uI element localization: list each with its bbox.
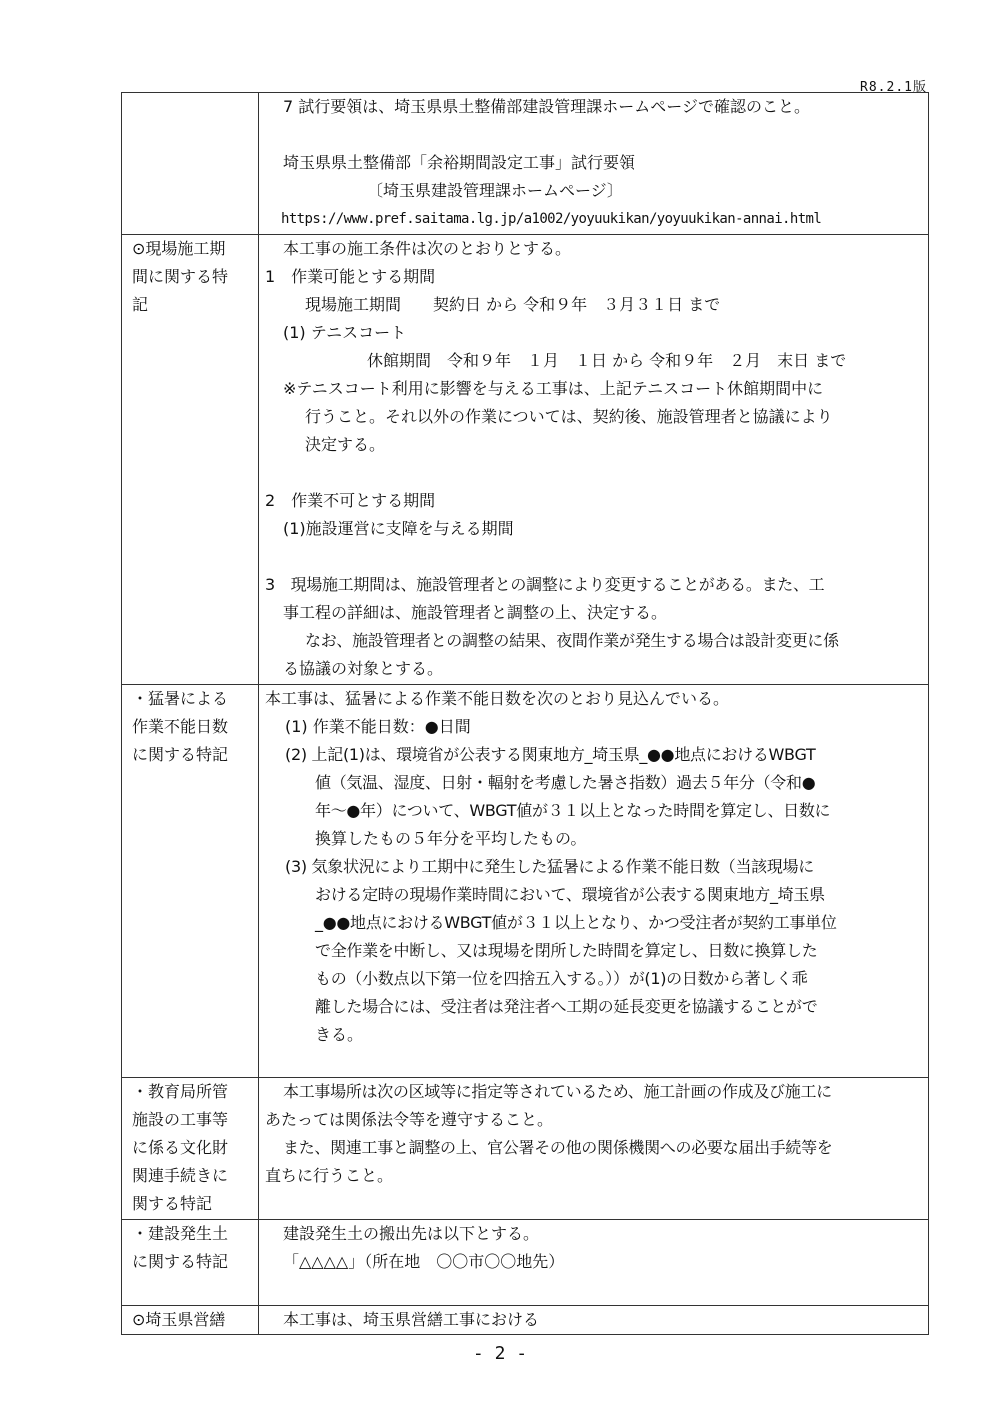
body-line: 現場施工期間 契約日 から 令和９年 ３月３１日 まで: [305, 295, 721, 314]
body-line: 建設発生土の搬出先は以下とする。: [283, 1224, 540, 1243]
table-row: [122, 93, 929, 235]
label-line: 記: [132, 295, 149, 314]
body-line: (2) 上記(1)は、環境省が公表する関東地方_埼玉県_●●地点におけるWBGT: [285, 745, 816, 764]
body-line: (1)施設運営に支障を与える期間: [283, 519, 514, 538]
row-body: [259, 1220, 929, 1306]
body-line: 離した場合には、受注者は発注者へ工期の延長変更を協議することがで: [315, 997, 818, 1016]
label-line: ⊙現場施工期: [132, 239, 226, 258]
body-line: 値（気温、湿度、日射・輻射を考慮した暑さ指数）過去５年分（令和●: [315, 773, 816, 792]
body-line: 「△△△△」（所在地 〇〇市〇〇地先）: [283, 1252, 565, 1271]
body-line: 年～●年）について、WBGT値が３１以上となった時間を算定し、日数に: [315, 801, 831, 820]
row-label: [122, 685, 259, 1078]
row-label: [122, 93, 259, 235]
table-row: [122, 235, 929, 685]
body-line: で全作業を中断し、又は現場を閉所した時間を算定し、日数に換算した: [315, 941, 818, 960]
label-line: 関する特記: [132, 1194, 213, 1213]
row-body: [259, 93, 929, 235]
body-line: 事工程の詳細は、施設管理者と調整の上、決定する。: [283, 603, 668, 622]
body-line: 本工事の施工条件は次のとおりとする。: [283, 239, 572, 258]
label-line: 間に関する特: [132, 267, 229, 286]
label-line: ・教育局所管: [132, 1082, 229, 1101]
body-line: あたっては関係法令等を遵守すること。: [265, 1110, 554, 1129]
note-line: 決定する。: [305, 435, 386, 454]
body-line: 休館期間 令和９年 １月 １日 から 令和９年 ２月 末日 まで: [367, 351, 847, 370]
label-line: に関する特記: [132, 745, 229, 764]
body-line: (3) 気象状況により工期中に発生した猛暑による作業不能日数（当該現場に: [285, 857, 814, 876]
body-line: (1) テニスコート: [283, 323, 407, 342]
note-line: 行うこと。それ以外の作業については、契約後、施設管理者と協議により: [305, 407, 833, 426]
label-line: に係る文化財: [132, 1138, 229, 1157]
body-line: 直ちに行うこと。: [265, 1166, 394, 1185]
body-line: また、関連工事と調整の上、官公署その他の関係機関への必要な届出手続等を: [283, 1138, 833, 1157]
body-line: おける定時の現場作業時間において、環境省が公表する関東地方_埼玉県: [315, 885, 825, 904]
body-line: 本工事は、猛暑による作業不能日数を次のとおり見込んでいる。: [265, 689, 730, 708]
note-line: ※テニスコート利用に影響を与える工事は、上記テニスコート休館期間中に: [283, 379, 824, 398]
section-heading: 1 作業可能とする期間: [265, 267, 436, 286]
row-body: [259, 1306, 929, 1335]
body-line: (1) 作業不能日数：●日間: [285, 717, 471, 736]
body-line: る協議の対象とする。: [283, 659, 444, 678]
guideline-source: 〔埼玉県建設管理課ホームページ〕: [367, 181, 623, 200]
row-label: [122, 235, 259, 685]
blank-line: [265, 543, 928, 571]
blank-line: [265, 459, 928, 487]
body-line: きる。: [315, 1025, 364, 1044]
label-line: 作業不能日数: [132, 717, 229, 736]
item-7-text: 7 試行要領は、埼玉県県土整備部建設管理課ホームページで確認のこと。: [283, 97, 810, 116]
label-line: ・猛暑による: [132, 689, 229, 708]
guideline-title: 埼玉県県土整備部「余裕期間設定工事」試行要領: [283, 153, 636, 172]
body-line: もの（小数点以下第一位を四捨五入する。））が(1)の日数から著しく乖: [315, 969, 808, 988]
label-line: に関する特記: [132, 1252, 229, 1271]
section-heading: 3 現場施工期間は、施設管理者との調整により変更することがある。また、工: [265, 575, 825, 594]
blank-line: [265, 121, 928, 149]
label-line: 関連手続きに: [132, 1166, 229, 1185]
section-heading: 2 作業不可とする期間: [265, 491, 436, 510]
table-row: [122, 685, 929, 1078]
row-body: [259, 235, 929, 685]
row-body: [259, 685, 929, 1078]
body-line: 本工事場所は次の区域等に指定等されているため、施工計画の作成及び施工に: [283, 1082, 832, 1101]
table-row: [122, 1306, 929, 1335]
label-line: 施設の工事等: [132, 1110, 229, 1129]
guideline-url-link[interactable]: https://www.pref.saitama.lg.jp/a1002/yoyuukikan/yoyuukikan-annai.html: [281, 211, 822, 227]
row-label: [122, 1078, 259, 1220]
version-label: R8.2.1版: [860, 80, 927, 95]
label-line: ⊙埼玉県営繕: [132, 1310, 226, 1329]
row-label: [122, 1220, 259, 1306]
body-line: なお、施設管理者との調整の結果、夜間作業が発生する場合は設計変更に係: [305, 631, 839, 650]
body-line: 本工事は、埼玉県営繕工事における: [283, 1310, 540, 1329]
spec-table: [121, 92, 929, 1335]
label-line: ・建設発生土: [132, 1224, 229, 1243]
page-number: - 2 -: [472, 1343, 528, 1364]
row-label: [122, 1306, 259, 1335]
table-row: [122, 1220, 929, 1306]
table-row: [122, 1078, 929, 1220]
row-body: [259, 1078, 929, 1220]
body-line: 換算したもの５年分を平均したもの。: [315, 829, 587, 848]
body-line: _●●地点におけるWBGT値が３１以上となり、かつ受注者が契約工事単位: [315, 913, 837, 932]
